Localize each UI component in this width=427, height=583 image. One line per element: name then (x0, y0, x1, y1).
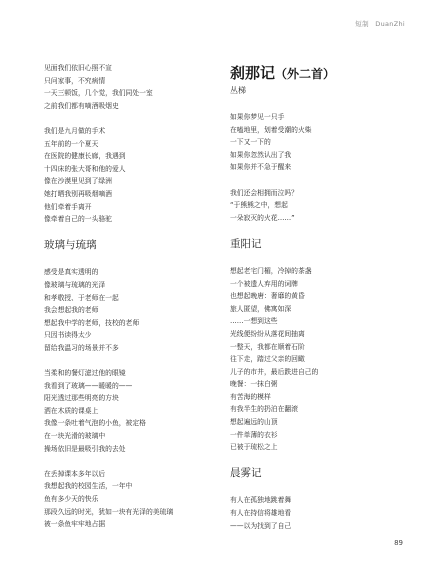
stanza (44, 62, 212, 112)
poem-line: 一个被遗人弃用的词牌 (230, 279, 298, 288)
poem-line: 在医院的健康长廊，我遇到 (44, 152, 126, 161)
poem-line: 和孝敬授、于老师在一起 (44, 293, 119, 302)
poem-line: 十四床的张大哥和他的爱人 (44, 164, 126, 173)
stanza (230, 265, 400, 454)
poem-line: 如果你并不急于醒来 (230, 163, 292, 172)
stanza (230, 111, 400, 174)
poem-author: 丛梯 (230, 86, 246, 95)
section-title: 重阳记 (230, 237, 262, 250)
poem-line: 有我半生的扔泊在翻滚 (230, 405, 298, 414)
header-section: 短制 (355, 20, 369, 28)
poem-line: 已被于琉松之上 (230, 443, 278, 452)
poem-line: 只因书读得太少 (44, 331, 92, 340)
poem-line: 在丢掉课本多年以后 (44, 469, 106, 478)
stanza (230, 494, 400, 532)
section-title: 玻璃与琉璃 (44, 239, 97, 252)
poem-line: 鱼有多少天的快乐 (44, 495, 99, 503)
poem-title-text: 刹那记 (230, 64, 276, 82)
poem-line: 他们牵着手离开 (44, 202, 92, 211)
poem-line: 像牵着自己的一头骆驼 (44, 215, 112, 224)
poem-line: 见面我们依旧心照不宣 (44, 64, 112, 72)
left-column (44, 62, 212, 543)
poem-title (230, 64, 400, 83)
poem-line: 那段久远的时光，犹如一块有光泽的美琉璃 (44, 507, 174, 516)
poem-line: 留给我温习的场景并不多 (44, 343, 119, 352)
poem-line: 有苦海的模样 (230, 392, 271, 401)
poem-line: 一朵寂灭的火花……” (230, 213, 295, 222)
running-header (351, 19, 405, 28)
poem-line: 光线便纷纷从落花间抽离 (230, 329, 305, 338)
poem-line: 有人在孤独地跳着舞 (230, 496, 292, 505)
poem-line: 在嗑地里，划着受潮的火柴 (230, 125, 312, 134)
page-number: 89 (394, 539, 403, 547)
poem-title-suffix: （外二首） (275, 67, 336, 81)
poem-line: 像在沙漠里见到了绿洲 (44, 177, 112, 186)
poem-line: 操场依旧是最吸引我的去处 (44, 444, 126, 453)
poem-line: ——以为找到了自己 (230, 521, 292, 530)
poem-line: 想起遍远的山顶 (230, 418, 278, 427)
poem-line: 之前我们都有嘀酒吸烟史 (44, 101, 119, 110)
poem-line: 我想起我的校园生活，一年中 (44, 482, 133, 491)
poem-line: 她打晒我别再吸烟嘀酒 (44, 189, 112, 198)
poem-line: 感受是真实透明的 (44, 268, 99, 277)
poem-line: 五年前的一个夏天 (44, 139, 99, 148)
poem-line: 洒在木质的课桌上 (44, 406, 99, 415)
poem-line: 旅人匿望，佛寓如深 (230, 304, 292, 313)
poem-line: 我会想起我的老师 (44, 306, 99, 315)
poem-line: 如果你忽然认出了我 (230, 150, 292, 159)
poem-line: 晚餐：一抹白粥 (230, 380, 278, 389)
stanza (44, 468, 212, 531)
poem-line: 我像一条吐着气泡的小鱼，被定格 (44, 419, 146, 428)
poem-line: 如果你梦见一只手 (230, 113, 285, 121)
poem-line: 像玻璃与琉璃的光泽 (44, 280, 106, 289)
poem-line: 我们还会相拥而泣吗？ (230, 188, 298, 197)
poem-line: 往下走，踏过父亲的回瞰 (230, 355, 305, 364)
poem-line: 一件单薄的衣衫 (230, 430, 278, 439)
header-section-en: DuanZhi (375, 20, 405, 28)
poem-line: 当柔和的餐灯滤过他的眼镜 (44, 369, 126, 378)
poem-line: 想起我中学的老师，技校的老师 (44, 318, 140, 327)
poem-line: “于熊熊之中，想起 (230, 201, 288, 210)
poem-line: 儿子的市井，最后跌进自己的 (230, 367, 319, 376)
right-column (230, 62, 400, 545)
poem-line: 一整天，我都在顺着石阶 (230, 342, 305, 351)
poem-line: 想起老宅门楣，冷掉的茶盏 (230, 266, 312, 275)
poem-line: 也想起晚唐：奢靡的黄昏 (230, 292, 305, 301)
poem-line: 只问家事，不究病情 (44, 76, 106, 85)
poem-line: 我们是九月做的手术 (44, 126, 106, 135)
poem-line: ……一想到这些 (230, 317, 278, 326)
poem-line: 一下又一下的 (230, 138, 271, 147)
section-title: 晨雾记 (230, 467, 262, 480)
stanza (44, 266, 212, 354)
stanza (44, 125, 212, 226)
stanza (230, 187, 400, 225)
poem-line: 一天三顿饭，几个觉，我们同处一室 (44, 89, 153, 98)
poem-line: 在一块光滑的玻璃中 (44, 432, 106, 441)
poem-line: 阳光透过那些明亮的方块 (44, 394, 119, 403)
poem-line: 有人在持信将雄地看 (230, 509, 292, 518)
poem-line: 我看到了玻璃——暖暖的—— (44, 381, 133, 390)
stanza (44, 367, 212, 455)
poem-line: 被一条鱼牢牢地占据 (44, 520, 106, 529)
